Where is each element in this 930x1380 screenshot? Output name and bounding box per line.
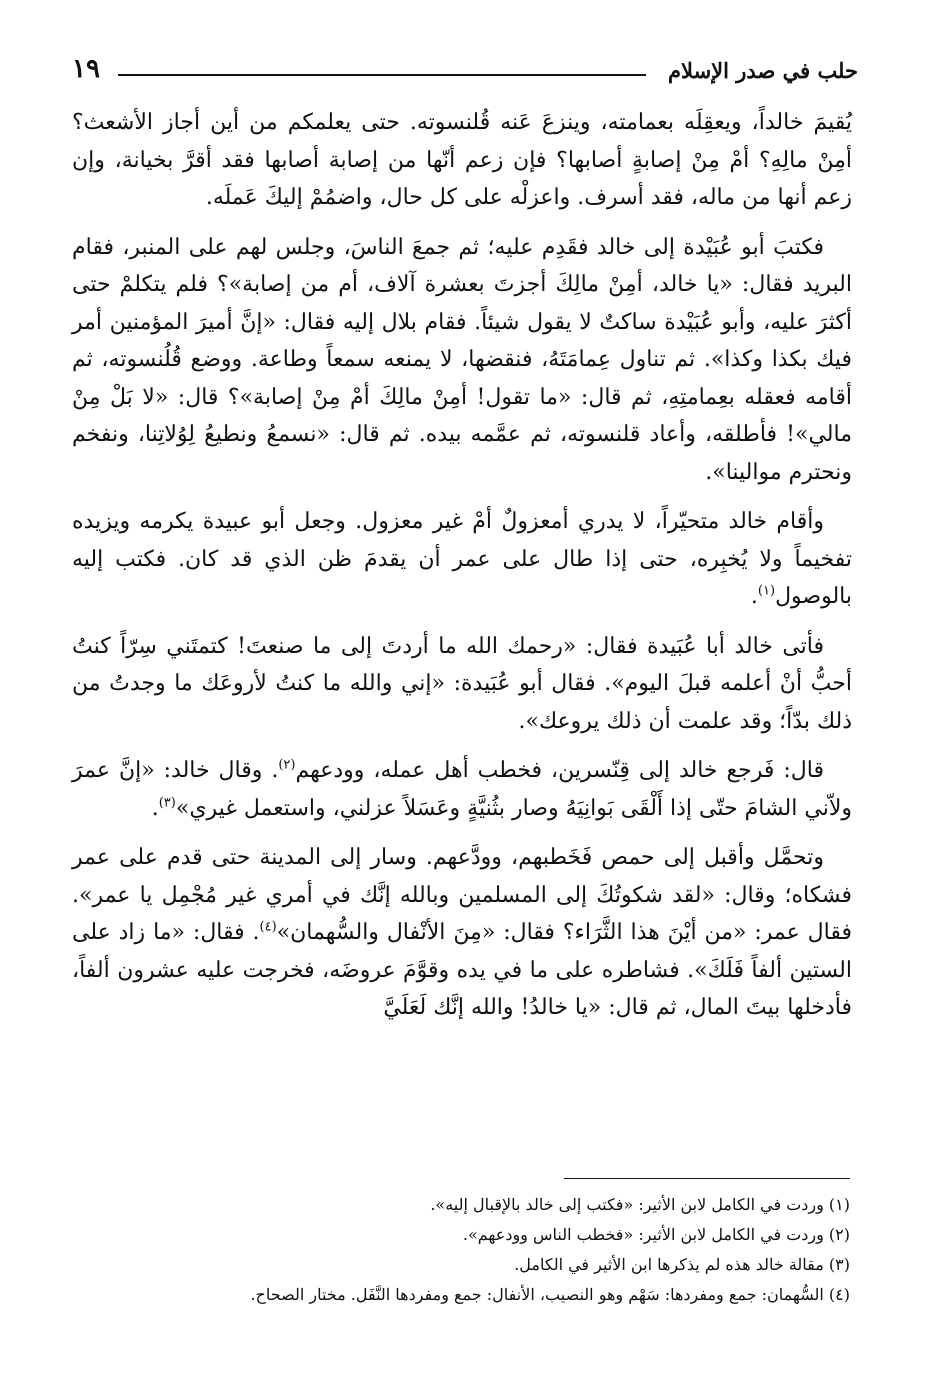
main-text [72, 104, 852, 1039]
paragraph-text: وأقام خالد متحيّراً، لا يدري أمعزولٌ أمْ غير معزول. وجعل أبو عبيدة يكرمه ويزيده تفخيماً ولا يُخبِره، حتى إذا طال على عمر أن يقدمَ ظن الذي قد كان. فكتب إليه بالوصول [72, 509, 852, 609]
footnote-ref-2: (٢) [278, 757, 296, 773]
paragraph-3 [72, 503, 852, 616]
paragraph-4 [72, 628, 852, 741]
footnotes [72, 1190, 850, 1310]
footnote-rule [564, 1178, 850, 1179]
paragraph-text: . [151, 795, 159, 821]
paragraph-text: قال: فَرجع خالد إلى قِنّسرين، فخطب أهل عمله، وودعهم [295, 758, 824, 783]
paragraph-5 [72, 752, 852, 827]
page-header [72, 52, 858, 92]
paragraph-1 [72, 104, 852, 217]
footnote-2: (٢) وردت في الكامل لابن الأثير: «فخطب الناس وودعهم». [462, 1225, 850, 1244]
footnote-ref-3: (٣) [158, 795, 176, 811]
paragraph-text: . [750, 584, 758, 609]
paragraph-2 [72, 229, 852, 492]
page-number: ١٩ [72, 54, 100, 84]
footnote-ref-1: (١) [757, 583, 776, 599]
running-title: حلب في صدر الإسلام [668, 58, 858, 83]
footnote-4: (٤) السُّهمان: جمع ومفردها: سَهْم وهو النصيب، الأنفال: جمع ومفردها النَّفَل. مختار الصحاح. [250, 1285, 850, 1304]
footnote-1: (١) وردت في الكامل لابن الأثير: «فكتب إلى خالد بالإقبال إليه». [430, 1195, 850, 1214]
paragraph-text: يُقيمَ خالداً، ويعقِلَه بعمامته، وينزعَ عَنه قُلنسوته. حتى يعلمكم من أين أجاز الأشعث؟ أمِنْ مالِهِ؟ أمْ مِنْ إصابةٍ أصابها؟ فإن زعم أنّها من إصابة أصابها فقد أقرَّ بخيانة، وإن زعم أنها من ماله، فقد أسرف. واعزلْه على كل حال، واضمُمْ إليكَ عَملَه. [72, 110, 852, 210]
footnote-ref-4: (٤) [259, 919, 277, 935]
paragraph-text: . وقال خالد: «إنَّ عمرَ ولاّني الشامَ حتّى إذا أَلْقَى بَوانِيَهُ وصار بثُنيَّةٍ وعَسَلاً عزلني، واستعمل غيري» [72, 758, 852, 821]
header-rule [118, 74, 646, 76]
footnote-3: (٣) مقالة خالد هذه لم يذكرها ابن الأثير في الكامل. [514, 1255, 850, 1274]
paragraph-text: فأتى خالد أبا عُبَيدة فقال: «رحمك الله ما أردتَ إلى ما صنعتَ! كتمتَني سِرّاً كنتُ أحبُّ أنْ أعلمه قبلَ اليوم». فقال أبو عُبَيدة: «إني والله ما كنتُ لأروعَك ما وجدتُ من ذلك بدّاً؛ وقد علمت أن ذلك يروعك». [72, 633, 852, 734]
paragraph-6 [72, 839, 852, 1027]
paragraph-text: . فقال: «ما زاد على الستين ألفاً فَلَكَ». فشاطره على ما في يده وقوَّمَ عروضَه، فخرجت عليه عشرون ألفاً، فأدخلها بيتَ المال، ثم قال: «يا خالدُ! والله إنَّك لَعَلَيَّ [72, 920, 852, 1020]
paragraph-text: وتحمَّل وأقبل إلى حمص فَخَطبهم، وودَّعهم. وسار إلى المدينة حتى قدم على عمر فشكاه؛ وقال: «لقد شكوتُكَ إلى المسلمين وبالله إنَّك في أمري غير مُجْمِل يا عمر». فقال عمر: «من أيْنَ هذا الثَّرَاء؟ فقال: «مِنَ الأنْفال والسُّهمان» [72, 845, 852, 945]
paragraph-text: فكتبَ أبو عُبَيْدة إلى خالد فقَدِم عليه؛ ثم جمعَ الناسَ، وجلس لهم على المنبر، فقام البريد فقال: «يا خالد، أمِنْ مالِكَ أجزتَ بعشرة آلاف، أم من إصابة»؟ فلم يتكلمْ حتى أكثرَ عليه، وأبو عُبَيْدة ساكتٌ لا يقول شيئاً. فقام بلال إليه فقال: «إنَّ أميرَ المؤمنين أمر فيك بكذا وكذا». ثم تناول عِمامَتَهُ، فنقضها، لا يمنعه سمعاً وطاعة. ووضع قُلُنسوته، ثم أقامه فعقله بعِمامتِهِ، ثم قال: «ما تقول! أمِنْ مالِكَ أمْ مِنْ إصابة»؟ قال: «لا بَلْ مِنْ مالي»! فأطلقه، وأعاد قلنسوته، ثم عمَّمه بيده. ثم قال: «نسمعُ ونطيعُ لِوُلاتِنا، ونفخم ونحترم موالينا». [72, 234, 852, 485]
